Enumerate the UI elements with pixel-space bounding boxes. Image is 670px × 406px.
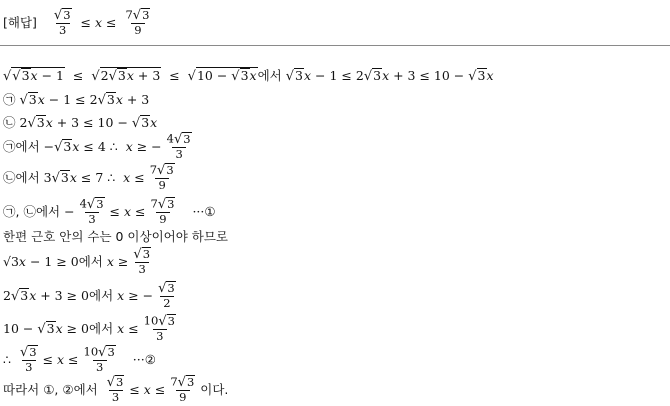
line7-text: 한편 근호 안의 수는 0 이상이어야 하므로	[3, 229, 228, 244]
line1-suffix: 에서	[257, 68, 282, 83]
line6-lower-fraction: 4 √ 3 3	[79, 196, 104, 226]
line12-upper-fraction: 7 √ 3 9	[170, 374, 195, 404]
marker-nieun-2: ㉡	[3, 170, 16, 185]
solution-line-4: ㉠ 에서 − √ 3 x ≤ 4 ∴ x ≥ − 4 √ 3 3	[3, 131, 666, 161]
marker-giyeok-2: ㉠	[3, 139, 16, 154]
markers-combined: ㉠, ㉡	[3, 204, 36, 219]
line4-connector: 에서	[15, 139, 40, 154]
solution-line-1: √ √ 3 x − 1 ≤ √ 2 √ 3 x + 3 ≤ √ 10 − √ 3 x 에서 √ 3 x − 1 ≤ 2 √ 3 x + 3 ≤ 10 − √ 3 x	[3, 67, 494, 84]
solution-line-8: √3x − 1 ≥ 0 에서 x ≥ √ 3 3	[3, 246, 666, 276]
line5-fraction: 7 √ 3 9	[149, 162, 174, 192]
solution-line-12: 따라서 ①, ② 에서 √ 3 3 ≤ x ≤ 7 √ 3 9 이다.	[3, 374, 229, 404]
answer-line: [해답] √ 3 3 ≤ x ≤ 7 √ 3 9	[3, 6, 666, 38]
line12-prefix: 따라서	[3, 382, 40, 397]
line11-lower-fraction: √ 3 3	[19, 344, 37, 374]
line12-suffix: 이다.	[200, 382, 229, 397]
line5-connector: 에서	[15, 170, 40, 185]
solution-line-2: ㉠ √ 3 x − 1 ≤ 2 √ 3 x + 3	[3, 91, 150, 108]
line6-upper-fraction: 7 √ 3 9	[150, 196, 175, 226]
tag-two: ···②	[132, 351, 156, 367]
line12-refs: ①, ②	[43, 381, 74, 397]
line11-upper-fraction: 10 √ 3 3	[83, 344, 115, 374]
solution-line-11: ∴ √ 3 3 ≤ x ≤ 10 √ 3 3 ···②	[3, 344, 156, 374]
solution-line-10: 10 − √ 3 x ≥ 0 에서 x ≤ 10 √ 3 3	[3, 313, 666, 343]
solution-line-5: ㉡ 에서 3 √ 3 x ≤ 7 ∴ x ≤ 7 √ 3 9	[3, 162, 666, 192]
section-divider	[0, 45, 670, 46]
line8-fraction: √ 3 3	[133, 246, 151, 276]
solution-line-7	[3, 224, 666, 248]
line4-fraction: 4 √ 3 3	[166, 131, 191, 161]
line12-connector: 에서	[73, 382, 98, 397]
line8-connector: 에서	[78, 254, 103, 269]
solution-line-9: 2 √ 3 x + 3 ≥ 0 에서 x ≥ − √ 3 2	[3, 280, 666, 310]
answer-lower-bound: √ 3 3	[53, 7, 71, 37]
line10-fraction: 10 √ 3 3	[143, 313, 175, 343]
line9-connector: 에서	[89, 288, 114, 303]
line10-connector: 에서	[89, 321, 114, 336]
marker-giyeok: ㉠	[3, 92, 16, 107]
line12-lower-fraction: √ 3 3	[106, 374, 124, 404]
solution-line-6: ㉠, ㉡ 에서 − 4 √ 3 3 ≤ x ≤ 7 √ 3 9 ···①	[3, 196, 216, 226]
solution-line-3: ㉡ 2 √ 3 x + 3 ≤ 10 − √ 3 x	[3, 114, 158, 131]
marker-nieun: ㉡	[3, 115, 16, 130]
line9-fraction: √ 3 2	[158, 280, 175, 310]
line6-connector: 에서	[35, 204, 61, 219]
answer-upper-bound: 7 √ 3 9	[125, 7, 150, 37]
tag-one: ···①	[192, 203, 216, 219]
answer-label: [해답]	[3, 15, 37, 30]
